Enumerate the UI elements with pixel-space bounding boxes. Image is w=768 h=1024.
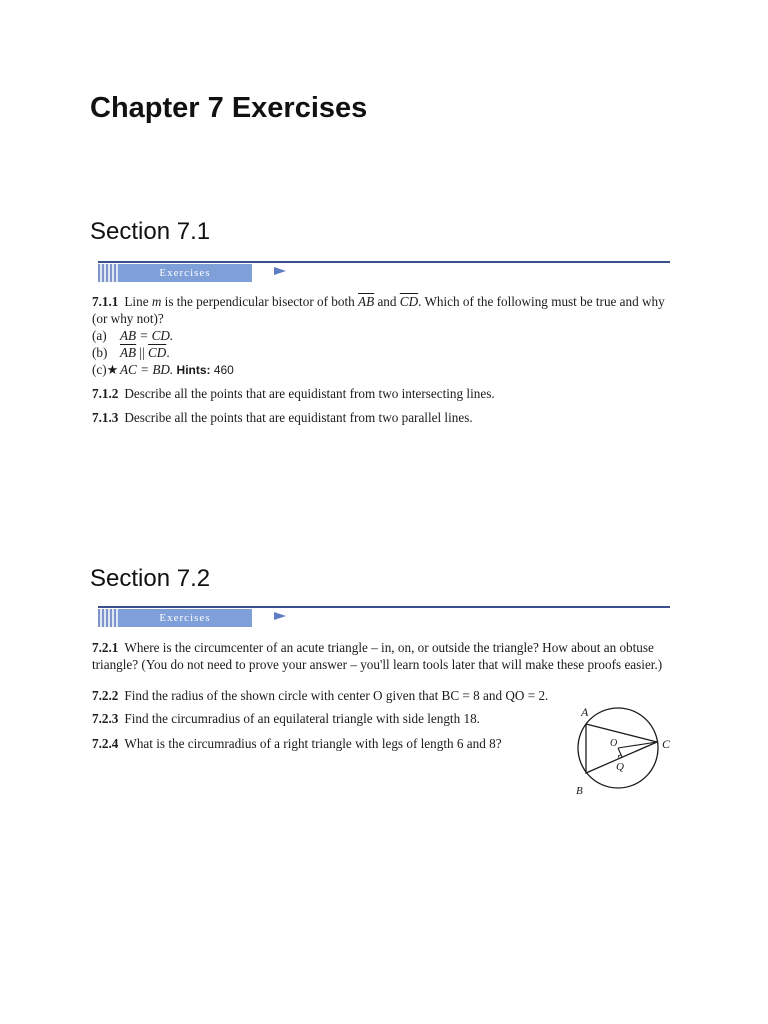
problem-text: Where is the circumcenter of an acute triangle – in, on, or outside the triangle? How about an obtuse triangle? (You do not need to prove your answer – you'll learn tools later that will make these proofs easier.) — [92, 640, 663, 672]
subpart-a — [92, 327, 676, 344]
problem-number: 7.2.2 — [92, 688, 119, 703]
problem-text: Line — [124, 294, 152, 309]
problem-number: 7.1.2 — [92, 386, 119, 401]
banner-label: Exercises — [118, 609, 252, 627]
section-7-1-exercises — [92, 257, 676, 452]
hints-number: 460 — [213, 363, 234, 377]
problem-number: 7.2.3 — [92, 711, 119, 726]
banner-stripes — [98, 609, 118, 627]
problem-number: 7.2.4 — [92, 736, 119, 751]
problem-text: Find the circumradius of an equilateral triangle with side length 18. — [124, 711, 480, 726]
problem-text: Describe all the points that are equidistant from two intersecting lines. — [124, 386, 495, 401]
problem-number: 7.1.3 — [92, 410, 119, 425]
exercises-banner — [92, 257, 676, 283]
section-7-1-heading: Section 7.1 — [90, 218, 211, 245]
exercises-banner — [92, 602, 676, 628]
problem-number: 7.2.1 — [92, 640, 119, 655]
problem-text: . Which of the following must be true and why (or why not)? — [92, 294, 665, 326]
label-b: B — [576, 785, 583, 796]
problem-text: Describe all the points that are equidistant from two parallel lines. — [124, 410, 473, 425]
problem-7-1-2 — [92, 385, 676, 402]
problem-number: 7.1.1 — [92, 294, 119, 309]
segment-cd: $\overline{CD}$ — [148, 345, 167, 360]
subpart-label: (b) — [92, 345, 108, 360]
subpart-label: (c)★ — [92, 362, 119, 377]
segment-ab: $\overline{AB}$ — [120, 345, 137, 360]
label-o: O — [610, 738, 618, 749]
label-c: C — [662, 737, 671, 751]
problem-7-1-3 — [92, 409, 676, 426]
arrow-icon — [274, 267, 286, 275]
circle-triangle-figure — [570, 696, 680, 796]
hints-label: Hints: — [176, 363, 211, 377]
page-title: Chapter 7 Exercises — [90, 92, 368, 124]
problem-7-2-2 — [92, 687, 574, 704]
period: . — [166, 345, 170, 360]
problem-7-2-4 — [92, 735, 574, 752]
section-7-2-heading: Section 7.2 — [90, 565, 211, 592]
subpart-b — [92, 344, 676, 361]
problem-text: What is the circumradius of a right triangle with legs of length 6 and 8? — [124, 736, 502, 751]
problem-7-1-1 — [92, 293, 676, 327]
segment-cd: $\overline{CD}$ — [399, 294, 419, 309]
math-m: m — [151, 294, 162, 309]
banner-stripes — [98, 264, 118, 282]
subpart-text: AB = CD. — [120, 328, 174, 343]
arrow-icon — [274, 612, 286, 620]
parallel-symbol: || — [136, 345, 148, 360]
label-q: Q — [616, 761, 624, 773]
subpart-c — [92, 361, 676, 379]
subpart-label: (a) — [92, 328, 107, 343]
problem-7-2-3 — [92, 710, 574, 727]
problem-text: and — [374, 294, 400, 309]
problem-text: Find the radius of the shown circle with center O given that BC = 8 and QO = 2. — [124, 688, 549, 703]
segment-ab: $\overline{AB}$ — [358, 294, 375, 309]
label-a: A — [581, 705, 589, 719]
section-7-2-exercises — [92, 602, 676, 802]
subpart-text: AC = BD. — [120, 362, 174, 377]
banner-rule — [98, 606, 670, 608]
banner-label: Exercises — [118, 264, 252, 282]
problem-text: is the perpendicular bisector of both — [161, 294, 359, 309]
banner-rule — [98, 261, 670, 263]
problem-7-2-1 — [92, 639, 676, 673]
